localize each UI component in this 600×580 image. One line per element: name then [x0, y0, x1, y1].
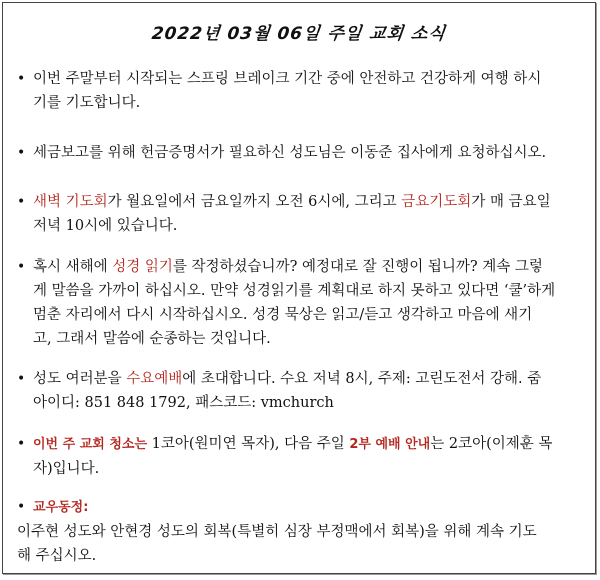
item-line: 혹시 새해에 성경 읽기를 작정하셨습니까? 예정대로 잘 진행이 됩니까? 계속 그렇: [33, 259, 543, 275]
highlight-dawn-prayer: 새벽 기도회: [33, 194, 108, 210]
announcement-item-tax-receipt: [17, 141, 581, 165]
announcement-item-wednesday-service: [17, 367, 581, 415]
highlight-bible-reading: 성경 읽기: [112, 259, 173, 275]
bullet-icon: •: [17, 499, 26, 515]
item-line: 해 주십시오.: [17, 548, 97, 564]
bullet-icon: •: [17, 259, 26, 275]
bullet-icon: •: [17, 436, 26, 452]
announcement-item-prayer-meeting: [17, 190, 581, 238]
item-line: 멈춘 자리에서 다시 시작하십시오. 성경 묵상은 읽고/듣고 생각하고 마음에 새기: [33, 307, 533, 323]
item-label: [33, 495, 581, 520]
item-line: 기를 기도합니다.: [33, 95, 141, 111]
page-title: 2022년 03월 06일 주일 교회 소식: [150, 24, 447, 44]
item-line: 세금보고를 위해 헌금증명서가 필요하신 성도님은 이동준 집사에게 요청하십시오.: [33, 145, 547, 161]
item-line: 이주현 성도와 안현경 성도의 회복(특별히 심장 부정맥에서 회복)을 위해 계속 기도: [17, 524, 537, 540]
bullet-icon: •: [17, 71, 26, 87]
item-line: 새벽 기도회가 월요일에서 금요일까지 오전 6시에, 그리고 금요기도회가 매 금요일: [33, 194, 551, 210]
item-line: 아이디: 851 848 1792, 패스코드: vmchurch: [33, 395, 334, 411]
item-line: 이번 주말부터 시작되는 스프링 브레이크 기간 중에 안전하고 건강하게 여행 하시: [33, 71, 542, 87]
highlight-wednesday-service: 수요예배: [126, 371, 183, 387]
announcement-item-spring-break: [17, 67, 581, 115]
item-line: 고, 그래서 말씀에 순종하는 것입니다.: [33, 331, 271, 347]
announcement-item-cleaning-duty: [17, 432, 581, 481]
bullet-icon: •: [17, 145, 26, 161]
member-news-label: 교우동정:: [33, 500, 89, 515]
announcement-card: [2, 2, 596, 574]
highlight-friday-prayer: 금요기도회: [401, 194, 472, 210]
item-line: 성도 여러분을 수요예배에 초대합니다. 수요 저녁 8시, 주제: 고린도전서 강해. 줌: [33, 371, 542, 387]
highlight-usher: 2부 예배 안내: [349, 437, 431, 452]
bullet-icon: •: [17, 371, 26, 387]
announcement-item-bible-reading: [17, 255, 581, 351]
announcement-item-member-news: [17, 495, 581, 568]
highlight-cleaning: 이번 주 교회 청소는: [33, 437, 148, 452]
item-line: 자)입니다.: [33, 461, 100, 477]
bullet-icon: •: [17, 194, 26, 210]
item-line: 게 말씀을 가까이 하십시오. 만약 성경읽기를 계획대로 하지 못하고 있다면 ‘쿨’하게: [33, 283, 556, 299]
item-line: 저녁 10시에 있습니다.: [33, 218, 178, 234]
item-line: 이번 주 교회 청소는 1코아(원미연 목자), 다음 주일 2부 예배 안내는 2코아(이제훈 목: [33, 436, 553, 452]
